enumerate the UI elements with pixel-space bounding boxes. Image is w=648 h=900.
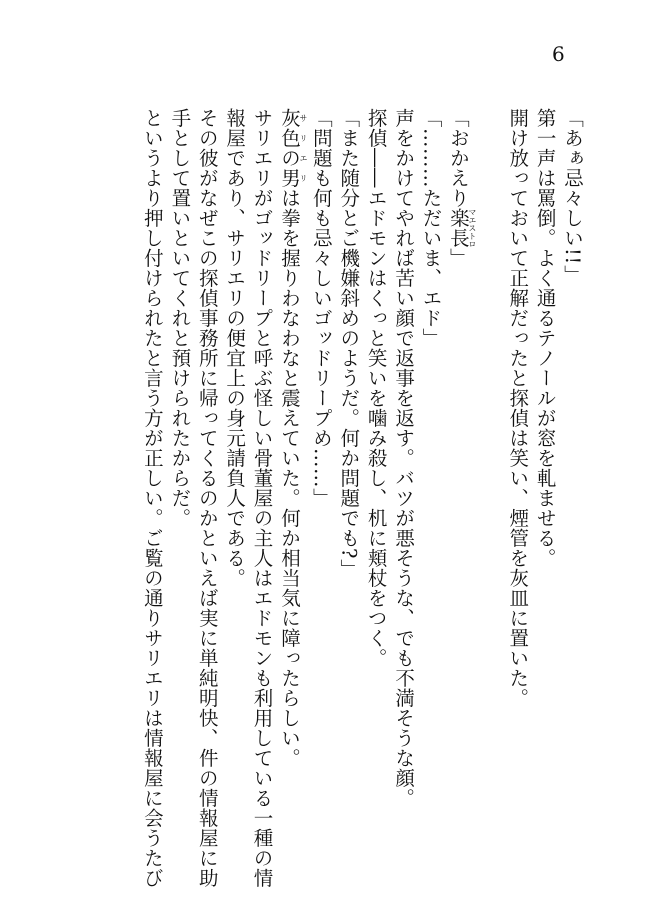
text-line: 「問題も何も忌々しいゴッドリープめ……」 [309,108,333,508]
text-line: 声をかけてやれば苦い顔で返事を返す。バツが悪そうな、でも不満そうな顔。 [392,108,416,808]
text-line: 開け放っておいて正解だったと探偵は笑い、煙管を灰皿に置いた。 [506,108,530,708]
blank-line [476,108,503,848]
text-line: 「あぁ忌々しい!!」 [561,108,584,285]
text-line: 第一声は罵倒。よく通るテノールが窓を軋ませる。 [533,108,557,568]
body-text [139,108,587,888]
text-line: というより押し付けられたと言う方が正しい。ご覧の通りサリエリは情報屋に会うたび [140,108,164,888]
page-number: 6 [552,42,565,66]
text-line: その彼がなぜこの探偵事務所に帰ってくるのかといえば実に単純明快、件の情報屋に助 [195,108,219,888]
text-line: 「また随分とご機嫌斜めのようだ。何か問題でも?」 [337,108,361,579]
text-line: 「おかえり楽長マエストロ」 [446,108,477,268]
text-line: 報屋であり、サリエリの便宜上の身元請負人である。 [223,108,247,588]
text-line: サリエリがゴッドリープと呼ぶ怪しい骨董屋の主人はエドモンも利用している一種の情 [250,108,274,888]
text-line: 探偵――エドモンはくっと笑いを噛み殺し、机に頬杖をつく。 [364,108,388,668]
text-line: 灰色の男サリエリは拳を握りわなわなと震えていた。何か相当気に障ったらしい。 [277,108,308,768]
text-line: 手として置いといてくれと預けられたからだ。 [168,108,192,528]
text-line: 「………ただいま、エド」 [419,108,443,348]
